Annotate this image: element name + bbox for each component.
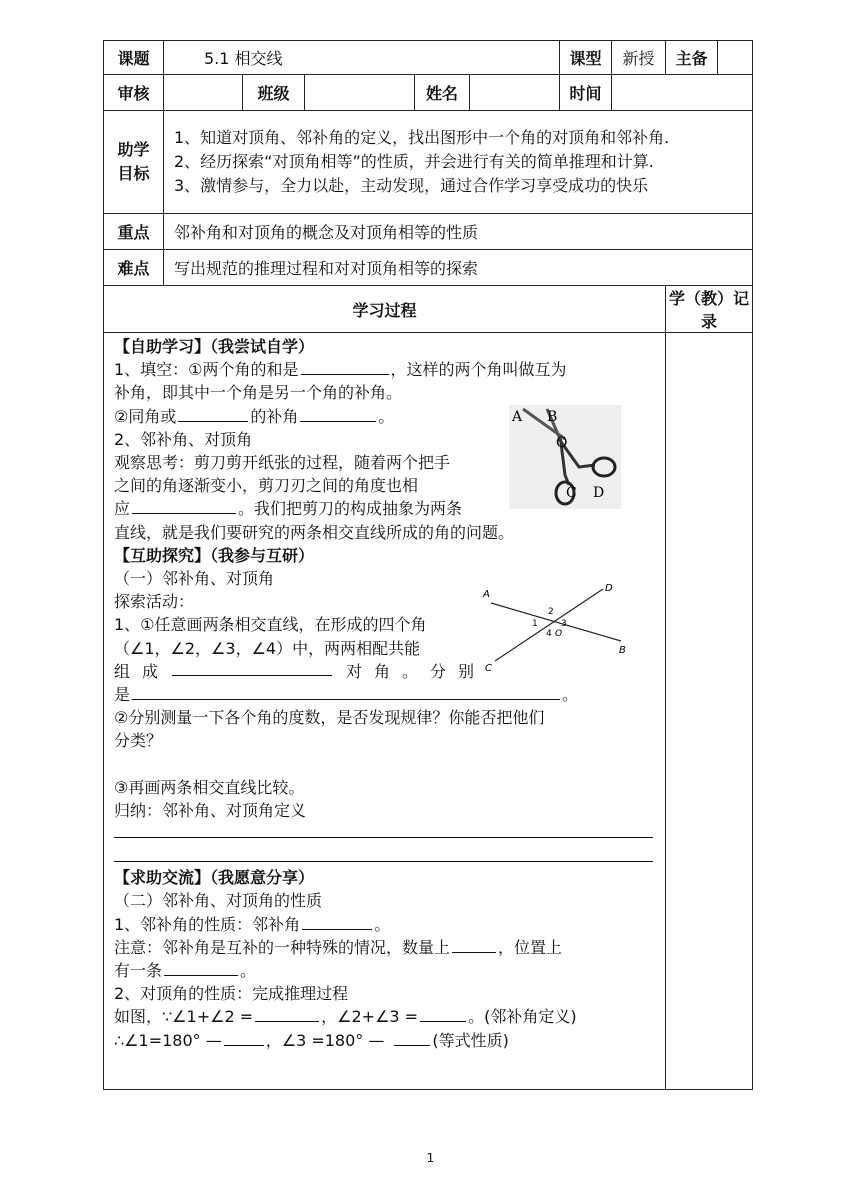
- note-line: [114, 959, 657, 982]
- text: 成: [142, 661, 159, 681]
- text: 。: [374, 914, 391, 934]
- line-label-c: C: [485, 663, 492, 673]
- process-content: [104, 333, 666, 1090]
- key-value: 邻补角和对顶角的概念及对顶角相等的性质: [164, 214, 753, 250]
- answer-blank[interactable]: [301, 359, 389, 375]
- type-value: 新授: [612, 41, 666, 75]
- text: ②同角或: [114, 406, 177, 426]
- answer-blank[interactable]: [164, 960, 238, 976]
- explore-line: （∠1，∠2，∠3，∠4）中，两两相配共能: [114, 638, 421, 658]
- section-subtitle: （我尝试自学）: [210, 337, 315, 356]
- text: ，这样的两个角叫做互为: [390, 360, 567, 380]
- label-b: B: [547, 409, 558, 425]
- label-a: A: [512, 409, 523, 425]
- answer-blank[interactable]: [302, 914, 372, 930]
- explore-line: [114, 683, 657, 706]
- text: 1、填空：①两个角的和是: [114, 360, 299, 380]
- spacer: [114, 753, 657, 776]
- section-title: 【求助交流】: [114, 868, 211, 888]
- spacer: [114, 822, 657, 836]
- angle-label-4: 4: [546, 629, 552, 639]
- line-label-a: A: [483, 589, 490, 600]
- goal-item: 2、经历探索“对顶角相等”的性质，并会进行有关的简单推理和计算.: [174, 152, 654, 171]
- lesson-plan-sheet: [103, 40, 752, 1090]
- record-header: 学（教）记录: [666, 286, 753, 333]
- part2-title: （二）邻补角、对顶角的性质: [114, 891, 323, 911]
- difficulty-label: 难点: [104, 250, 164, 286]
- answer-blank[interactable]: [420, 1006, 466, 1022]
- label-d: D: [593, 485, 605, 501]
- section-subtitle: （我愿意分享）: [210, 868, 315, 888]
- angle-label-3: 3: [561, 619, 567, 629]
- text: 对: [345, 661, 362, 681]
- self-study-heading: [114, 335, 657, 358]
- section-subtitle: （我参与互研）: [210, 545, 315, 565]
- scissors-figure: [509, 405, 621, 509]
- q2-title: 2、邻补角、对顶角: [114, 429, 253, 449]
- text: 的补角: [250, 406, 299, 426]
- name-label: 姓名: [415, 75, 470, 111]
- answer-blank[interactable]: [132, 498, 236, 514]
- section-title: 【自助学习】: [114, 337, 211, 356]
- process-header: 学习过程: [104, 286, 666, 333]
- text: ，∠3 =180° —: [265, 1030, 385, 1050]
- lesson-table: [103, 40, 753, 1090]
- q2-line: 观察思考：剪刀剪开纸张的过程，随着两个把手: [114, 453, 451, 473]
- induce-line: 归纳：邻补角、对顶角定义: [114, 801, 307, 821]
- answer-blank[interactable]: [452, 937, 496, 953]
- text: 。: [240, 961, 257, 981]
- property-line: [114, 913, 657, 936]
- angle-label-1: 1: [532, 619, 538, 629]
- text: 应: [114, 499, 131, 519]
- scissors-illustration: [509, 405, 621, 509]
- name-value[interactable]: [470, 75, 560, 111]
- lead-label: 主备: [666, 41, 718, 75]
- answer-blank[interactable]: [132, 684, 560, 700]
- class-label: 班级: [243, 75, 305, 111]
- goal-item: 1、知道对顶角、邻补角的定义，找出图形中一个角的对顶角和邻补角.: [174, 128, 670, 147]
- answer-blank[interactable]: [300, 406, 376, 422]
- intersecting-lines-diagram: [479, 583, 627, 673]
- text: 如图，∵∠1+∠2 =: [114, 1007, 254, 1027]
- goals-label: [104, 111, 164, 214]
- text: 。我们把剪刀的构成抽象为两条: [238, 499, 463, 519]
- answer-blank[interactable]: [172, 660, 332, 676]
- spacer: [114, 838, 657, 860]
- q2-line: 直线，就是我们要研究的两条相交直线所成的角的问题。: [114, 522, 515, 542]
- q1-line: [114, 358, 657, 381]
- time-label: 时间: [560, 75, 612, 111]
- q2-line: 之间的角逐渐变小，剪刀刃之间的角度也相: [114, 476, 419, 496]
- goal-item: 3、激情参与，全力以赴，主动发现，通过合作学习享受成功的快乐: [174, 176, 649, 195]
- answer-blank[interactable]: [394, 1030, 430, 1046]
- property-line: 2、对顶角的性质：完成推理过程: [114, 984, 349, 1004]
- goals-content: [164, 111, 753, 214]
- q1-line-2: 补角，即其中一个角是另一个角的补角。: [114, 383, 403, 403]
- explore-line: [114, 660, 474, 683]
- point-label-o: O: [555, 629, 563, 639]
- section-title: 【互助探究】: [114, 545, 211, 565]
- goals-label-line2: 目标: [117, 164, 150, 183]
- label-c: C: [566, 485, 577, 501]
- answer-line[interactable]: [114, 860, 653, 862]
- lead-value[interactable]: [718, 41, 753, 75]
- explore-line: ③再画两条相交直线比较。: [114, 777, 305, 797]
- text: 组: [114, 661, 131, 681]
- text: 注意：邻补角是互补的一种特殊的情况，数量上: [114, 937, 451, 957]
- seek-heading: [114, 866, 657, 889]
- text: 。: [378, 406, 395, 426]
- intersecting-lines-figure: [479, 583, 627, 673]
- explore-line: ②分别测量一下各个角的度数，是否发现规律？你能否把他们: [114, 708, 545, 728]
- text: 是: [114, 685, 131, 705]
- text: 角: [373, 661, 390, 681]
- type-label: 课型: [560, 41, 612, 75]
- record-column[interactable]: [666, 333, 753, 1090]
- topic-label: 课题: [104, 41, 164, 75]
- key-label: 重点: [104, 214, 164, 250]
- text: 。: [562, 685, 579, 705]
- time-value[interactable]: [612, 75, 753, 111]
- review-value[interactable]: [164, 75, 243, 111]
- page-number: 1: [426, 1151, 435, 1165]
- text: 有一条: [114, 961, 163, 981]
- answer-blank[interactable]: [178, 406, 248, 422]
- review-label: 审核: [104, 75, 164, 111]
- answer-blank[interactable]: [255, 1006, 319, 1022]
- answer-blank[interactable]: [224, 1030, 264, 1046]
- note-line: [114, 936, 657, 959]
- explore-line: 分类？: [114, 731, 163, 751]
- line-label-b: B: [619, 645, 626, 656]
- part1-title: （一）邻补角、对顶角: [114, 569, 275, 589]
- text: ，∠2+∠3 =: [321, 1007, 419, 1027]
- label-o: O: [556, 435, 568, 451]
- class-value[interactable]: [305, 75, 415, 111]
- text: 分: [429, 661, 446, 681]
- text: 1、邻补角的性质：邻补角: [114, 914, 301, 934]
- proof-line: [114, 1005, 657, 1028]
- angle-label-2: 2: [548, 607, 554, 617]
- text: ，位置上: [498, 937, 563, 957]
- proof-line: [114, 1029, 657, 1052]
- explore-line: 1、①任意画两条相交直线，在形成的四个角: [114, 615, 427, 635]
- text: 。: [401, 661, 418, 681]
- text: 。(邻补角定义): [468, 1007, 577, 1027]
- text: 别: [457, 661, 474, 681]
- difficulty-value: 写出规范的推理过程和对对顶角相等的探索: [164, 250, 753, 286]
- text: (等式性质): [432, 1030, 509, 1050]
- topic-value: 5.1 相交线: [164, 41, 560, 75]
- goals-label-line1: 助学: [117, 140, 150, 159]
- mutual-heading: [114, 544, 657, 567]
- explore-title: 探索活动：: [114, 592, 195, 612]
- line-label-d: D: [605, 583, 613, 594]
- text: ∴∠1=180° —: [114, 1030, 222, 1050]
